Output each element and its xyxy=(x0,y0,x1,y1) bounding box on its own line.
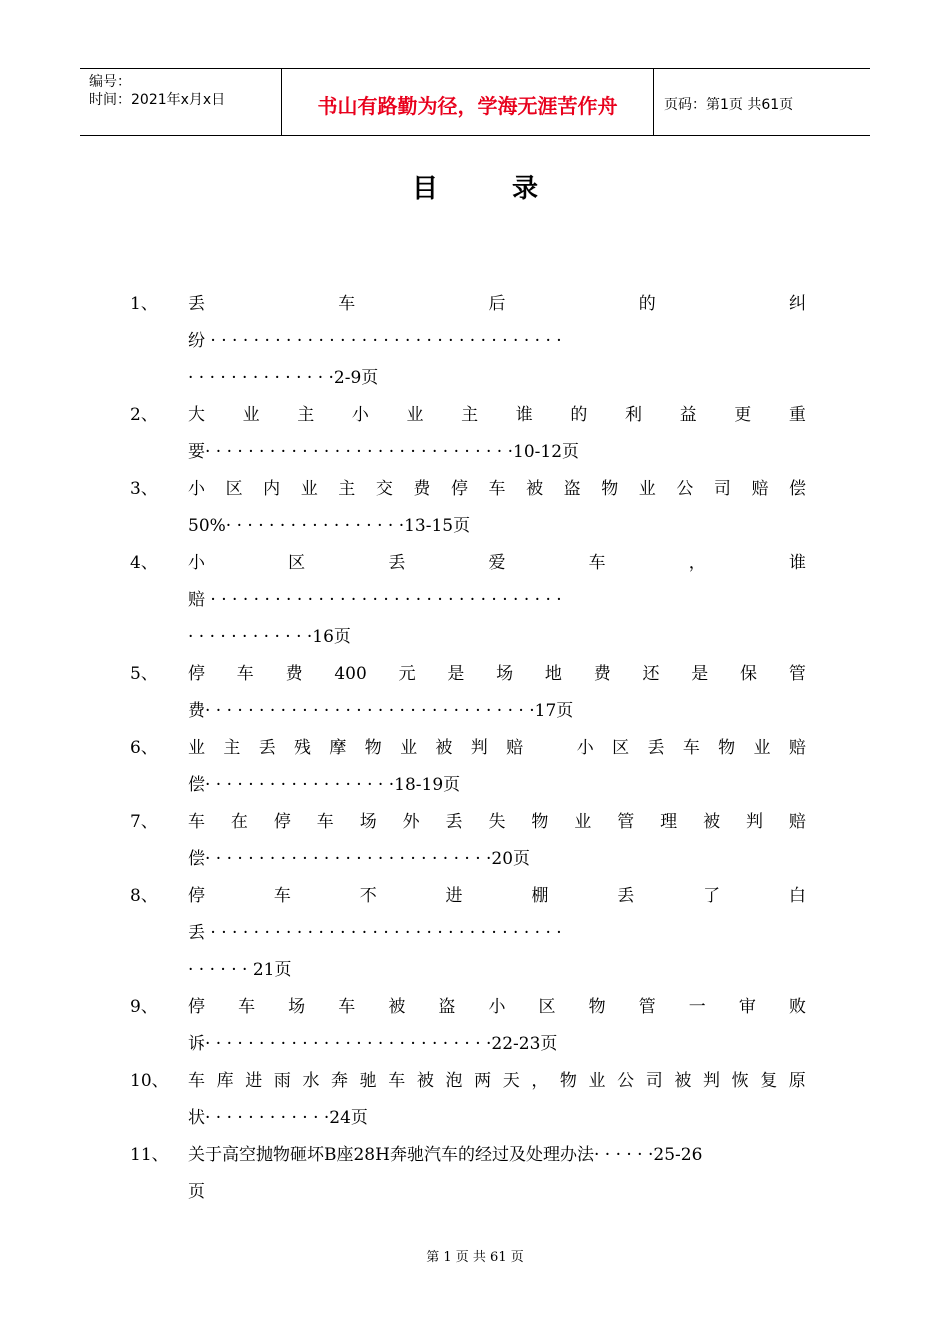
toc-title-char: 被 xyxy=(526,479,544,499)
toc-entry[interactable] xyxy=(130,1063,806,1137)
toc-title-char: 赔 xyxy=(751,479,769,499)
page-title: 目录 xyxy=(411,174,612,204)
toc-title-char: 原 xyxy=(788,1071,806,1091)
toc-title-char: 物 xyxy=(718,738,736,758)
toc-title-char: 交 xyxy=(375,479,393,499)
toc-title-char: 场 xyxy=(496,664,514,684)
toc-title-char: 恢 xyxy=(731,1071,749,1091)
toc-title-char: 丢 xyxy=(647,738,665,758)
toc-title-char: 审 xyxy=(738,997,756,1017)
toc-entry-line2: 费· · · · · · · · · · · · · · · · · · · · · · · · · · · · · · ·17页 xyxy=(188,701,574,721)
toc-title-char: 司 xyxy=(713,479,731,499)
toc-title-char: 主 xyxy=(461,405,479,425)
header-left-cell xyxy=(80,69,282,135)
toc-title-char: 小 xyxy=(576,738,594,758)
toc-title-char: 物 xyxy=(364,738,382,758)
toc-title-char: 物 xyxy=(531,812,549,832)
toc-title-char: 棚 xyxy=(531,886,549,906)
toc-title-char: 停 xyxy=(188,886,205,906)
toc-title-char: 车 xyxy=(588,553,606,573)
toc-title-char: 业 xyxy=(242,405,260,425)
toc-title-char: 小 xyxy=(188,553,205,573)
toc-entry-title xyxy=(188,656,806,693)
toc-entry-title xyxy=(188,397,806,434)
toc-title-char: 业 xyxy=(588,1071,606,1091)
toc-entry-title xyxy=(188,804,806,841)
toc-entry-number: 8、 xyxy=(130,886,158,906)
toc-title-char: 区 xyxy=(538,997,556,1017)
toc-entry[interactable] xyxy=(130,471,806,545)
header-page-info: 页码：第1页 共61页 xyxy=(664,97,794,113)
toc-title-char: 两 xyxy=(474,1071,492,1091)
toc-title-char: 业 xyxy=(638,479,656,499)
toc-title-char: 司 xyxy=(645,1071,663,1091)
toc-title-char: 丢 xyxy=(617,886,635,906)
toc-title-char: 失 xyxy=(488,812,506,832)
toc-entry[interactable] xyxy=(130,1137,806,1211)
toc-entry[interactable] xyxy=(130,545,806,656)
toc-title-char: 摩 xyxy=(329,738,347,758)
toc-title-char: 奔 xyxy=(331,1071,349,1091)
toc-title-char: 停 xyxy=(273,812,291,832)
toc-entry-number: 9、 xyxy=(130,997,158,1017)
toc-title-char: 判 xyxy=(745,812,763,832)
toc-title-char: 公 xyxy=(676,479,694,499)
toc-title-char: 场 xyxy=(359,812,377,832)
toc-title-char: 业 xyxy=(574,812,592,832)
toc-entry-title xyxy=(188,286,806,323)
toc-title-char: 车 xyxy=(188,812,205,832)
toc-entry-line2: 页 xyxy=(188,1182,205,1202)
toc-title-char: 进 xyxy=(445,886,463,906)
toc-title-char: 赔 xyxy=(506,738,524,758)
toc-title-char: 小 xyxy=(488,997,506,1017)
toc-entry-line2: 丢 · · · · · · · · · · · · · · · · · · · · · · · · · · · · · · · · · xyxy=(188,923,562,943)
toc-title-char: 区 xyxy=(225,479,243,499)
toc-title-char: 偿 xyxy=(789,479,806,499)
toc-entry-title xyxy=(188,878,806,915)
toc-entry[interactable] xyxy=(130,656,806,730)
toc-entry-number: 6、 xyxy=(130,738,158,758)
toc-title-char: ， xyxy=(688,553,706,573)
toc-entry-title xyxy=(188,471,806,508)
toc-title-char: 一 xyxy=(688,997,706,1017)
toc-title-char: 主 xyxy=(297,405,315,425)
toc-title-char: 被 xyxy=(435,738,453,758)
toc-title-char: 赔 xyxy=(788,738,806,758)
toc-title-char: 物 xyxy=(559,1071,577,1091)
toc-title-char: 车 xyxy=(273,886,291,906)
toc-title-char: 保 xyxy=(740,664,758,684)
time-label: 时间：2021年x月x日 xyxy=(89,92,226,108)
toc-title-char: 停 xyxy=(450,479,468,499)
toc-title-char: 盗 xyxy=(438,997,456,1017)
toc-title-char: 业 xyxy=(188,738,205,758)
toc-title-char: 车 xyxy=(338,997,356,1017)
toc-title-char: 管 xyxy=(788,664,806,684)
toc-title-char: 被 xyxy=(416,1071,434,1091)
number-label: 编号： xyxy=(89,74,131,90)
toc-title-char: 被 xyxy=(388,997,406,1017)
toc-title-char: 被 xyxy=(703,812,721,832)
toc-title-char: 外 xyxy=(402,812,420,832)
toc-title-char: 车 xyxy=(388,1071,406,1091)
toc-title-char: 车 xyxy=(236,664,254,684)
toc-title-char: 车 xyxy=(238,997,256,1017)
toc-title-char: 物 xyxy=(601,479,619,499)
toc-entry-number: 10、 xyxy=(130,1071,169,1091)
toc-title-char: 判 xyxy=(470,738,488,758)
toc-title-char: 区 xyxy=(612,738,630,758)
toc-title-char: 业 xyxy=(753,738,771,758)
toc-entry-title xyxy=(188,989,806,1026)
toc-title-char: 大 xyxy=(188,405,205,425)
toc-title-char: 管 xyxy=(617,812,635,832)
toc-entry-title: 关于高空抛物砸坏B座28H奔驰汽车的经过及处理办法· · · · · ·25-26 xyxy=(188,1145,703,1165)
toc-title-char: 益 xyxy=(679,405,697,425)
toc-entry-number: 11、 xyxy=(130,1145,169,1165)
toc-title-char: 主 xyxy=(223,738,241,758)
toc-title-char: 理 xyxy=(660,812,678,832)
toc-title-char: 爱 xyxy=(488,553,506,573)
toc-title-char: 公 xyxy=(617,1071,635,1091)
toc-entry-number: 2、 xyxy=(130,405,158,425)
table-of-contents xyxy=(130,286,806,1211)
toc-entry-line2: 偿· · · · · · · · · · · · · · · · · · · · · · · · · · ·20页 xyxy=(188,849,531,869)
toc-title-char: 停 xyxy=(188,997,205,1017)
toc-title-char: 丢 xyxy=(445,812,463,832)
toc-title-char: 业 xyxy=(406,405,424,425)
toc-title-char: 在 xyxy=(230,812,248,832)
toc-title-char: 小 xyxy=(188,479,205,499)
toc-title-char: 场 xyxy=(288,997,306,1017)
toc-title-char: 纠 xyxy=(789,294,806,314)
toc-title-char: 丢 xyxy=(258,738,276,758)
toc-title-char: 盗 xyxy=(563,479,581,499)
toc-title-char: 小 xyxy=(351,405,369,425)
toc-entry-title xyxy=(188,545,806,582)
toc-entry-line2: 状· · · · · · · · · · · ·24页 xyxy=(188,1108,368,1128)
toc-entry-line2: 赔 · · · · · · · · · · · · · · · · · · · · · · · · · · · · · · · · · xyxy=(188,590,562,610)
toc-entry[interactable] xyxy=(130,878,806,989)
toc-title-char: 是 xyxy=(447,664,465,684)
toc-title-char: 驰 xyxy=(359,1071,377,1091)
toc-title-char: 的 xyxy=(638,294,656,314)
footer-page-number: 第 1 页 共 61 页 xyxy=(426,1250,524,1265)
toc-title-char: 费 xyxy=(285,664,303,684)
toc-title-char: 车 xyxy=(188,1071,205,1091)
toc-entry-number: 1、 xyxy=(130,294,158,314)
toc-title-char: 判 xyxy=(702,1071,720,1091)
toc-entry-line3: · · · · · · · · · · · ·16页 xyxy=(188,627,351,647)
toc-entry-number: 5、 xyxy=(130,664,158,684)
toc-entry-number: 7、 xyxy=(130,812,158,832)
toc-entry[interactable] xyxy=(130,804,806,878)
toc-title-char: 400 xyxy=(334,664,367,684)
toc-title-char: 车 xyxy=(488,479,506,499)
toc-title-char: 停 xyxy=(188,664,205,684)
toc-entry-line3: · · · · · · 21页 xyxy=(188,960,292,980)
toc-title-char: 的 xyxy=(570,405,588,425)
toc-title-char: 天 xyxy=(502,1071,520,1091)
toc-title-char: 库 xyxy=(216,1071,234,1091)
toc-entry[interactable] xyxy=(130,286,806,397)
toc-title-char: 管 xyxy=(638,997,656,1017)
toc-entry-title xyxy=(188,730,806,767)
toc-entry[interactable] xyxy=(130,989,806,1063)
toc-title-char: 内 xyxy=(263,479,281,499)
toc-entry-line2: 偿· · · · · · · · · · · · · · · · · ·18-19页 xyxy=(188,775,461,795)
toc-entry[interactable] xyxy=(130,397,806,471)
toc-entry-number: 4、 xyxy=(130,553,158,573)
toc-title-char: 残 xyxy=(294,738,312,758)
toc-entry-line2: 纷 · · · · · · · · · · · · · · · · · · · · · · · · · · · · · · · · · xyxy=(188,331,562,351)
toc-title-char: 是 xyxy=(691,664,709,684)
toc-entry-line2: 50%· · · · · · · · · · · · · · · · ·13-15页 xyxy=(188,516,471,536)
toc-title-char: 费 xyxy=(413,479,431,499)
toc-title-char: 复 xyxy=(760,1071,778,1091)
toc-title-char: 被 xyxy=(674,1071,692,1091)
toc-entry-number: 3、 xyxy=(130,479,158,499)
toc-title-char: 泡 xyxy=(445,1071,463,1091)
toc-title-char: 利 xyxy=(625,405,642,425)
toc-title-char: 车 xyxy=(316,812,334,832)
toc-title-char: 业 xyxy=(400,738,418,758)
toc-title-char: 重 xyxy=(788,405,806,425)
toc-title-char: 败 xyxy=(788,997,806,1017)
header-motto: 书山有路勤为径，学海无涯苦作舟 xyxy=(282,69,654,135)
toc-title-char xyxy=(541,730,558,767)
toc-title-char: 丢 xyxy=(188,294,205,314)
toc-title-char: 水 xyxy=(302,1071,320,1091)
toc-title-char: 谁 xyxy=(788,553,806,573)
toc-title-char: 费 xyxy=(593,664,611,684)
toc-title-char: 更 xyxy=(734,405,752,425)
toc-entry[interactable] xyxy=(130,730,806,804)
toc-title-char: 不 xyxy=(359,886,377,906)
toc-title-char: 雨 xyxy=(273,1071,291,1091)
toc-title-char: 丢 xyxy=(388,553,406,573)
toc-title-char: 还 xyxy=(642,664,660,684)
header-table xyxy=(80,68,870,136)
toc-title-char: 业 xyxy=(300,479,318,499)
toc-title-char: 谁 xyxy=(515,405,533,425)
toc-title-char: 主 xyxy=(338,479,356,499)
toc-entry-line2: 要· · · · · · · · · · · · · · · · · · · · · · · · · · · · ·10-12页 xyxy=(188,442,580,462)
toc-title-char: 赔 xyxy=(788,812,806,832)
toc-title-char: 车 xyxy=(682,738,700,758)
toc-title-char: 白 xyxy=(788,886,806,906)
toc-entry-line2: 诉· · · · · · · · · · · · · · · · · · · · · · · · · · ·22-23页 xyxy=(188,1034,558,1054)
toc-title-char: 了 xyxy=(703,886,721,906)
toc-title-char: 物 xyxy=(588,997,606,1017)
toc-title-char: 进 xyxy=(245,1071,263,1091)
toc-title-char: 后 xyxy=(488,294,506,314)
toc-title-char: ， xyxy=(531,1071,549,1091)
toc-entry-title xyxy=(188,1063,806,1100)
toc-title-char: 地 xyxy=(544,664,562,684)
toc-title-char: 车 xyxy=(338,294,356,314)
toc-title-char: 区 xyxy=(288,553,306,573)
toc-title-char: 元 xyxy=(398,664,416,684)
toc-entry-line3: · · · · · · · · · · · · · ·2-9页 xyxy=(188,368,379,388)
